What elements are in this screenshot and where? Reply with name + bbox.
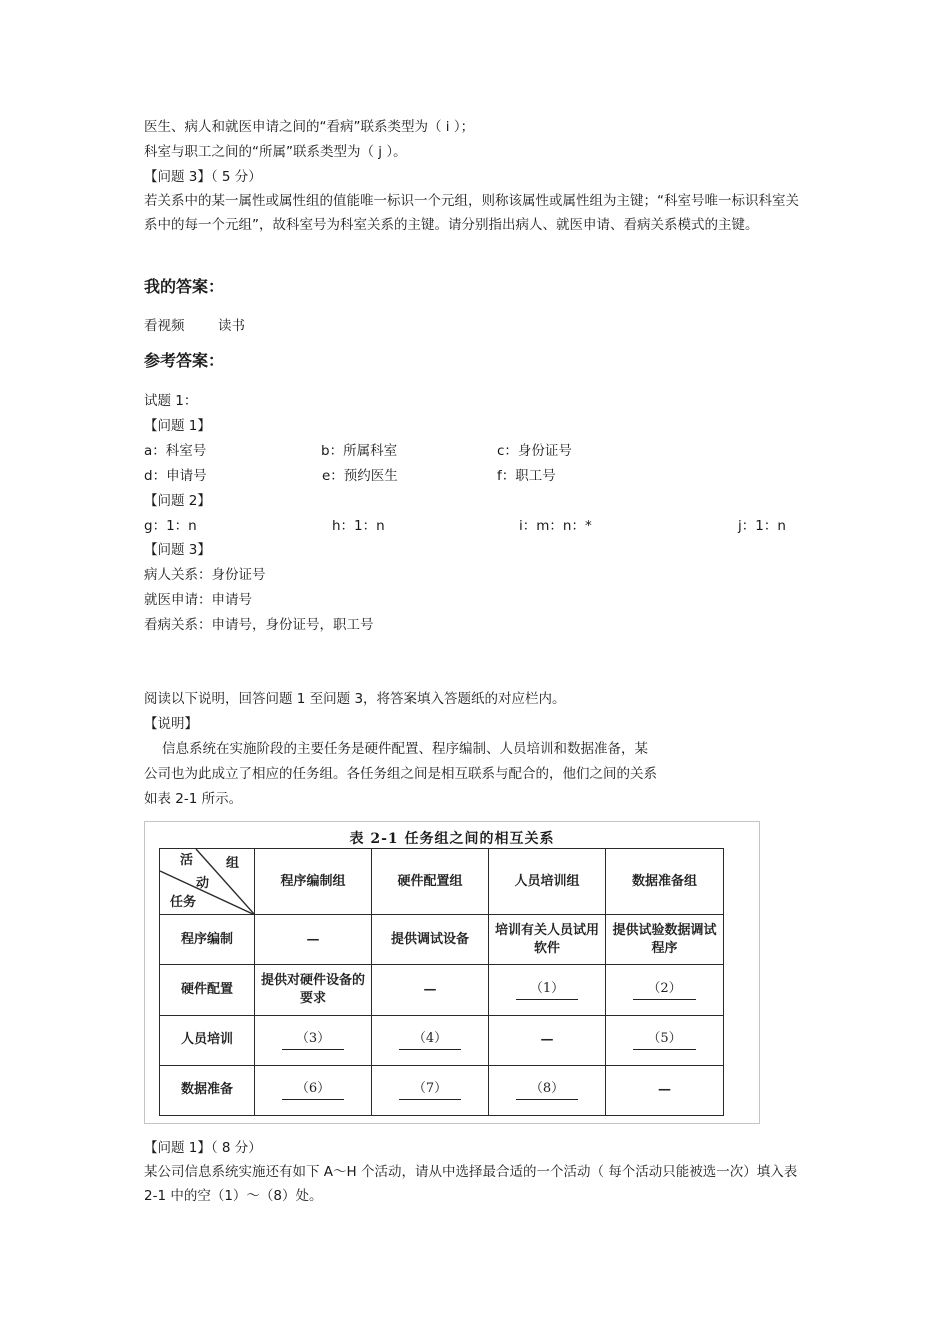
blank-cell-1 xyxy=(489,965,606,1015)
blank-5: （5） xyxy=(633,1030,695,1050)
ref-q3-label: 【问题 3】 xyxy=(144,542,211,558)
description-line-2: 公司也为此成立了相应的任务组。各任务组之间是相互联系与配合的，他们之间的关系 xyxy=(144,766,657,782)
intro-line-1: 医生、病人和就医申请之间的“看病”联系类型为（ i ）； xyxy=(144,119,475,135)
table-figure xyxy=(144,821,760,1124)
blank-cell-6 xyxy=(255,1065,372,1115)
table-title: 表 2-1 任务组之间的相互关系 xyxy=(349,831,555,847)
ref-q3-line-1: 病人关系：身份证号 xyxy=(144,567,266,583)
ref-q1-f: f：职工号 xyxy=(497,468,556,484)
question-label: 试题 1： xyxy=(144,393,198,409)
ref-q2-h: h：1：n xyxy=(332,518,385,534)
corner-activity-2: 动 xyxy=(196,876,210,891)
col-header-training: 人员培训组 xyxy=(489,849,606,915)
ref-q2-label: 【问题 2】 xyxy=(144,493,211,509)
corner-task: 任务 xyxy=(170,895,197,910)
reference-answer-heading: 参考答案： xyxy=(144,351,225,370)
col-header-data: 数据准备组 xyxy=(606,849,724,915)
ref-q1-b: b：所属科室 xyxy=(321,443,398,459)
ref-q2-j: j：1：n xyxy=(738,518,786,534)
read-book-link[interactable]: 读书 xyxy=(218,318,245,334)
next-q1-header: 【问题 1】（ 8 分） xyxy=(144,1140,262,1156)
table-cell: 提供调试设备 xyxy=(372,915,489,965)
table-cell: — xyxy=(606,1065,724,1115)
ref-q1-a: a：科室号 xyxy=(144,443,207,459)
blank-4: （4） xyxy=(399,1030,461,1050)
table-row xyxy=(160,965,724,1015)
blank-cell-4 xyxy=(372,1015,489,1065)
row-label: 程序编制 xyxy=(160,915,255,965)
blank-8: （8） xyxy=(516,1080,578,1100)
table-cell: — xyxy=(255,915,372,965)
blank-cell-5 xyxy=(606,1015,724,1065)
table-cell: — xyxy=(489,1015,606,1065)
blank-cell-3 xyxy=(255,1015,372,1065)
row-label: 数据准备 xyxy=(160,1065,255,1115)
relationship-table xyxy=(159,848,724,1116)
ref-q3-line-3: 看病关系：申请号，身份证号，职工号 xyxy=(144,617,374,633)
blank-3: （3） xyxy=(282,1030,344,1050)
blank-cell-2 xyxy=(606,965,724,1015)
table-cell: — xyxy=(372,965,489,1015)
ref-q2-i: i：m：n：* xyxy=(519,518,592,534)
question-3-header: 【问题 3】（ 5 分） xyxy=(144,169,262,185)
blank-7: （7） xyxy=(399,1080,461,1100)
table-cell: 培训有关人员试用软件 xyxy=(489,915,606,965)
corner-group: 组 xyxy=(226,856,240,871)
blank-6: （6） xyxy=(282,1080,344,1100)
my-answer-heading: 我的答案： xyxy=(144,277,225,296)
next-q1-text: 某公司信息系统实施还有如下 A～H 个活动，请从中选择最合适的一个活动（ 每个活动只能被选一次）填入表 2-1 中的空（1）～（8）处。 xyxy=(144,1164,798,1204)
ref-q1-e: e：预约医生 xyxy=(322,468,398,484)
description-label: 【说明】 xyxy=(144,716,198,732)
description-line-1: 信息系统在实施阶段的主要任务是硬件配置、程序编制、人员培训和数据准备，某 xyxy=(162,741,648,757)
ref-q2-g: g：1：n xyxy=(144,518,197,534)
next-instruction: 阅读以下说明，回答问题 1 至问题 3，将答案填入答题纸的对应栏内。 xyxy=(144,691,566,707)
row-label: 人员培训 xyxy=(160,1015,255,1065)
blank-1: （1） xyxy=(516,980,578,1000)
row-label: 硬件配置 xyxy=(160,965,255,1015)
intro-line-2: 科室与职工之间的“所属”联系类型为（ j ）。 xyxy=(144,144,407,160)
question-3-paragraph: 若关系中的某一属性或属性组的值能唯一标识一个元组，则称该属性或属性组为主键；“科室号唯一标识科室关系中的每一个元组”，故科室号为科室关系的主键。请分别指出病人、就医申请、看病关系模式的主键。 xyxy=(144,193,799,233)
ref-q1-c: c：身份证号 xyxy=(497,443,572,459)
ref-q1-label: 【问题 1】 xyxy=(144,418,211,434)
description-line-3: 如表 2-1 所示。 xyxy=(144,791,243,807)
watch-video-link[interactable]: 看视频 xyxy=(144,318,185,334)
table-row xyxy=(160,1065,724,1115)
col-header-hardware: 硬件配置组 xyxy=(372,849,489,915)
corner-activity-1: 活 xyxy=(180,853,194,868)
table-cell: 提供对硬件设备的要求 xyxy=(255,965,372,1015)
blank-2: （2） xyxy=(633,980,695,1000)
ref-q3-line-2: 就医申请：申请号 xyxy=(144,592,252,608)
blank-cell-8 xyxy=(489,1065,606,1115)
ref-q1-d: d：申请号 xyxy=(144,468,207,484)
blank-cell-7 xyxy=(372,1065,489,1115)
table-row xyxy=(160,915,724,965)
col-header-program: 程序编制组 xyxy=(255,849,372,915)
table-cell: 提供试验数据调试程序 xyxy=(606,915,724,965)
table-corner-cell xyxy=(160,849,255,915)
table-row xyxy=(160,1015,724,1065)
